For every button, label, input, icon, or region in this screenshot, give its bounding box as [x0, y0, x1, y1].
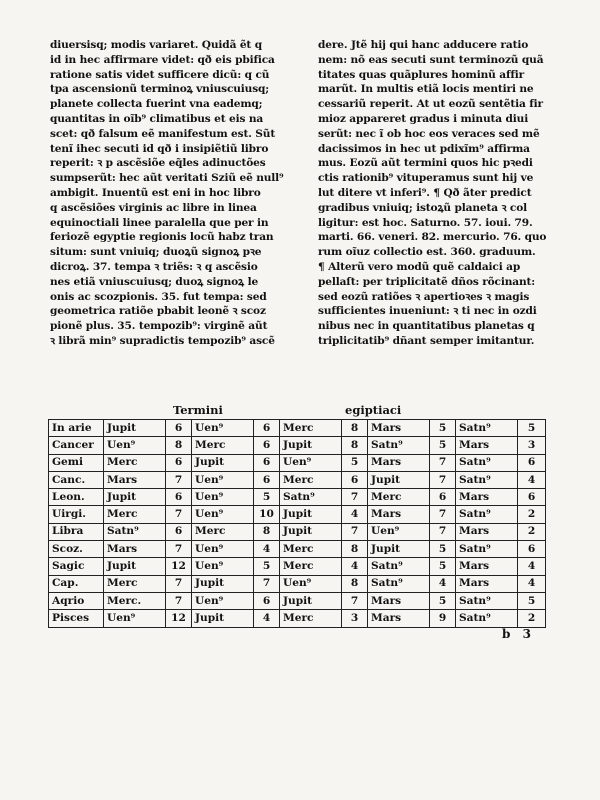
planet-cell: Jupit: [192, 454, 254, 471]
planet-cell: Jupit: [280, 437, 342, 454]
degrees-cell: 5: [430, 420, 456, 437]
right-text-line: ctis rationib⁹ vituperamus sunt hij ve: [318, 172, 534, 185]
degrees-cell: 5: [518, 420, 546, 437]
degrees-cell: 7: [254, 575, 280, 592]
degrees-cell: 5: [430, 592, 456, 609]
planet-cell: Uen⁹: [368, 523, 430, 540]
sign-cell: Libra: [49, 523, 104, 540]
signature-mark: b 3: [502, 627, 535, 641]
planet-cell: Merc: [280, 541, 342, 558]
degrees-cell: 7: [166, 471, 192, 488]
table-row: [49, 610, 546, 627]
table-row: [49, 454, 546, 471]
left-text-line: q ascẽsiões virginis ac libre in linea: [50, 201, 257, 214]
degrees-cell: 7: [430, 523, 456, 540]
sign-cell: Scoz.: [49, 541, 104, 558]
right-text-line: mioz appareret gradus i minuta diui: [318, 112, 529, 125]
degrees-cell: 6: [254, 420, 280, 437]
planet-cell: Jupit: [192, 610, 254, 627]
sign-cell: Uirgi.: [49, 506, 104, 523]
planet-cell: Merc: [104, 575, 166, 592]
left-text-line: onis ac scozpionis. 35. fut tempa: sed: [50, 290, 267, 303]
sign-cell: Cap.: [49, 575, 104, 592]
planet-cell: Uen⁹: [280, 454, 342, 471]
degrees-cell: 7: [166, 575, 192, 592]
planet-cell: Mars: [368, 610, 430, 627]
table-row: [49, 558, 546, 575]
right-text-line: cessariũ reperit. At ut eozũ sentẽtia fir: [318, 98, 543, 111]
degrees-cell: 7: [430, 506, 456, 523]
planet-cell: Satn⁹: [456, 471, 518, 488]
degrees-cell: 7: [166, 506, 192, 523]
right-text-line: nem: nõ eas secuti sunt terminozũ quã: [318, 53, 544, 66]
planet-cell: Satn⁹: [104, 523, 166, 540]
planet-cell: Merc: [280, 610, 342, 627]
degrees-cell: 8: [254, 523, 280, 540]
degrees-cell: 12: [166, 610, 192, 627]
left-text-line: situm: sunt vniuiq; duoꝝũ signoꝝ pꝛe: [50, 246, 262, 259]
degrees-cell: 7: [166, 541, 192, 558]
left-text-line: tenĩ ihec secuti id qð i insipiẽtiũ libro: [50, 142, 269, 155]
table-row: [49, 471, 546, 488]
left-text-line: pionẽ plus. 35. tempozib⁹: virginẽ aũt: [50, 320, 268, 333]
degrees-cell: 6: [518, 489, 546, 506]
planet-cell: Jupit: [104, 489, 166, 506]
planet-cell: Uen⁹: [280, 575, 342, 592]
degrees-cell: 5: [518, 592, 546, 609]
right-text-line: ¶ Alterũ vero modũ quẽ caldaici ap: [318, 260, 521, 273]
planet-cell: Merc.: [104, 592, 166, 609]
degrees-cell: 5: [430, 541, 456, 558]
degrees-cell: 8: [342, 541, 368, 558]
sign-cell: Leon.: [49, 489, 104, 506]
planet-cell: Satn⁹: [456, 506, 518, 523]
degrees-cell: 6: [342, 471, 368, 488]
planet-cell: Uen⁹: [104, 437, 166, 454]
egyptian-terms-table: [48, 419, 546, 628]
planet-cell: Jupit: [280, 523, 342, 540]
right-text-line: lut ditere vt inferi⁹. ¶ Qð ãter predict: [318, 186, 532, 199]
degrees-cell: 7: [430, 471, 456, 488]
degrees-cell: 7: [430, 454, 456, 471]
planet-cell: Satn⁹: [368, 558, 430, 575]
sign-cell: Sagic: [49, 558, 104, 575]
table-row: [49, 523, 546, 540]
planet-cell: Uen⁹: [192, 471, 254, 488]
left-text-line: ambigit. Inuentũ est eni in hoc libro: [50, 186, 261, 199]
planet-cell: Jupit: [368, 471, 430, 488]
planet-cell: Mars: [368, 506, 430, 523]
degrees-cell: 5: [342, 454, 368, 471]
left-text-line: tpa ascensionũ terminoꝝ vniuscuiusq;: [50, 83, 270, 96]
planet-cell: Satn⁹: [456, 420, 518, 437]
sign-cell: Gemi: [49, 454, 104, 471]
degrees-cell: 12: [166, 558, 192, 575]
degrees-cell: 2: [518, 506, 546, 523]
degrees-cell: 10: [254, 506, 280, 523]
degrees-cell: 3: [518, 437, 546, 454]
right-text-line: marti. 66. veneri. 82. mercurio. 76. quo: [318, 231, 547, 244]
table-row: [49, 575, 546, 592]
degrees-cell: 5: [254, 489, 280, 506]
table-row: [49, 541, 546, 558]
left-text-line: reperit: ꝛ p ascẽsiõe eq̃les adinuctões: [50, 157, 266, 170]
text-column-left: [50, 38, 302, 349]
planet-cell: Merc: [280, 420, 342, 437]
left-text-line: sumpserũt: hec aũt veritati Sziũ eẽ null⁹: [50, 172, 284, 185]
planet-cell: Uen⁹: [192, 506, 254, 523]
degrees-cell: 8: [166, 437, 192, 454]
right-text-line: triplicitatib⁹ dñant semper imitantur.: [318, 334, 535, 347]
sign-cell: Cancer: [49, 437, 104, 454]
degrees-cell: 5: [430, 558, 456, 575]
planet-cell: Jupit: [368, 541, 430, 558]
planet-cell: Satn⁹: [456, 610, 518, 627]
planet-cell: Merc: [104, 506, 166, 523]
degrees-cell: 5: [254, 558, 280, 575]
table-heading-egiptiaci: egiptiaci: [345, 403, 402, 417]
left-text-line: planete collecta fuerint vna eademq;: [50, 98, 263, 111]
table-row: [49, 489, 546, 506]
sign-cell: Canc.: [49, 471, 104, 488]
planet-cell: Mars: [456, 558, 518, 575]
degrees-cell: 7: [342, 523, 368, 540]
left-text-line: ꝛ librã min⁹ supradictis tempozib⁹ ascẽ: [50, 334, 275, 347]
left-text-line: ratione satis videt sufficere dicũ: q cũ: [50, 68, 270, 81]
planet-cell: Jupit: [280, 506, 342, 523]
planet-cell: Satn⁹: [368, 437, 430, 454]
planet-cell: Uen⁹: [192, 592, 254, 609]
planet-cell: Merc: [192, 437, 254, 454]
degrees-cell: 6: [254, 471, 280, 488]
right-text-line: ligitur: est hoc. Saturno. 57. ioui. 79.: [318, 216, 533, 229]
table-row: [49, 420, 546, 437]
right-text-line: mus. Eozũ aũt termini quos hic pꝛedi: [318, 157, 533, 170]
left-text-line: nes etiã vniuscuiusq; duoꝝ signoꝝ le: [50, 275, 259, 288]
planet-cell: Jupit: [104, 420, 166, 437]
degrees-cell: 7: [342, 489, 368, 506]
degrees-cell: 4: [342, 506, 368, 523]
sign-cell: Pisces: [49, 610, 104, 627]
planet-cell: Uen⁹: [192, 541, 254, 558]
planet-cell: Uen⁹: [192, 489, 254, 506]
degrees-cell: 6: [518, 454, 546, 471]
degrees-cell: 4: [518, 558, 546, 575]
degrees-cell: 3: [342, 610, 368, 627]
planet-cell: Mars: [456, 489, 518, 506]
degrees-cell: 4: [518, 575, 546, 592]
planet-cell: Mars: [104, 471, 166, 488]
degrees-cell: 5: [430, 437, 456, 454]
left-text-line: diuersisq; modis variaret. Quidã ẽt q: [50, 39, 262, 51]
planet-cell: Mars: [104, 541, 166, 558]
degrees-cell: 6: [254, 592, 280, 609]
degrees-cell: 6: [254, 454, 280, 471]
left-text-line: dicroꝝ. 37. tempa ꝛ triẽs: ꝛ q ascẽsio: [50, 260, 258, 273]
planet-cell: Uen⁹: [104, 610, 166, 627]
degrees-cell: 8: [342, 420, 368, 437]
right-text-line: gradibus vniuiq; istoꝝũ planeta ꝛ col: [318, 201, 528, 214]
planet-cell: Mars: [456, 437, 518, 454]
planet-cell: Mars: [368, 454, 430, 471]
planet-cell: Merc: [192, 523, 254, 540]
degrees-cell: 8: [342, 575, 368, 592]
planet-cell: Uen⁹: [192, 420, 254, 437]
left-text-line: scet: qð falsum eẽ manifestum est. Sũt: [50, 127, 276, 140]
degrees-cell: 6: [518, 541, 546, 558]
planet-cell: Jupit: [280, 592, 342, 609]
degrees-cell: 6: [254, 437, 280, 454]
degrees-cell: 2: [518, 523, 546, 540]
planet-cell: Mars: [456, 523, 518, 540]
left-text-line: quantitas in oĩb⁹ climatibus et eis na: [50, 112, 264, 125]
table-heading-termini: Termini: [173, 403, 223, 417]
table-row: [49, 592, 546, 609]
degrees-cell: 2: [518, 610, 546, 627]
sign-cell: Aqrio: [49, 592, 104, 609]
degrees-cell: 4: [254, 541, 280, 558]
degrees-cell: 8: [342, 437, 368, 454]
table-heading: [48, 403, 548, 419]
degrees-cell: 6: [166, 454, 192, 471]
planet-cell: Uen⁹: [192, 558, 254, 575]
planet-cell: Merc: [368, 489, 430, 506]
right-text-line: sed eozũ ratiões ꝛ apertioꝛes ꝛ magis: [318, 290, 530, 303]
degrees-cell: 4: [518, 471, 546, 488]
degrees-cell: 7: [342, 592, 368, 609]
left-text-line: feriozẽ egyptie regionis locũ habz tran: [50, 231, 274, 244]
planet-cell: Satn⁹: [456, 454, 518, 471]
right-text-line: marũt. In multis etiã locis mentiri ne: [318, 83, 534, 96]
planet-cell: Satn⁹: [368, 575, 430, 592]
degrees-cell: 4: [254, 610, 280, 627]
planet-cell: Jupit: [104, 558, 166, 575]
degrees-cell: 4: [342, 558, 368, 575]
left-text-line: id in hec affirmare videt: qð eis pbifica: [50, 53, 275, 66]
table-row: [49, 506, 546, 523]
degrees-cell: 6: [166, 420, 192, 437]
planet-cell: Satn⁹: [456, 592, 518, 609]
planet-cell: Mars: [456, 575, 518, 592]
right-text-line: sufficientes inueniunt: ꝛ ti nec in ozdi: [318, 305, 537, 318]
degrees-cell: 7: [166, 592, 192, 609]
left-text-line: geometrica ratiõe pbabit leonẽ ꝛ scoz: [50, 305, 266, 318]
sign-cell: In arie: [49, 420, 104, 437]
right-text-line: dere. Jtẽ hij qui hanc adducere ratio: [318, 39, 529, 51]
right-text-line: dacissimos in hec ut pdixĩm⁹ affirma: [318, 142, 530, 155]
right-text-line: rum oĩuz collectio est. 360. graduum.: [318, 246, 536, 259]
planet-cell: Merc: [280, 558, 342, 575]
text-column-right: [318, 38, 560, 349]
planet-cell: Satn⁹: [280, 489, 342, 506]
right-text-line: serũt: nec ĩ ob hoc eos veraces sed mẽ: [318, 127, 540, 140]
degrees-cell: 6: [430, 489, 456, 506]
planet-cell: Satn⁹: [456, 541, 518, 558]
planet-cell: Mars: [368, 420, 430, 437]
degrees-cell: 6: [166, 523, 192, 540]
degrees-cell: 6: [166, 489, 192, 506]
degrees-cell: 9: [430, 610, 456, 627]
table-row: [49, 437, 546, 454]
right-text-line: nibus nec in quantitatibus planetas q: [318, 320, 535, 333]
left-text-line: equinoctiali linee paralella que per in: [50, 216, 269, 229]
planet-cell: Jupit: [192, 575, 254, 592]
degrees-cell: 4: [430, 575, 456, 592]
planet-cell: Merc: [280, 471, 342, 488]
right-text-line: pellaſt: per triplicitatẽ dños rõcinant:: [318, 275, 536, 288]
planet-cell: Mars: [368, 592, 430, 609]
planet-cell: Merc: [104, 454, 166, 471]
right-text-line: titates quas quãplures hominũ affir: [318, 68, 525, 81]
